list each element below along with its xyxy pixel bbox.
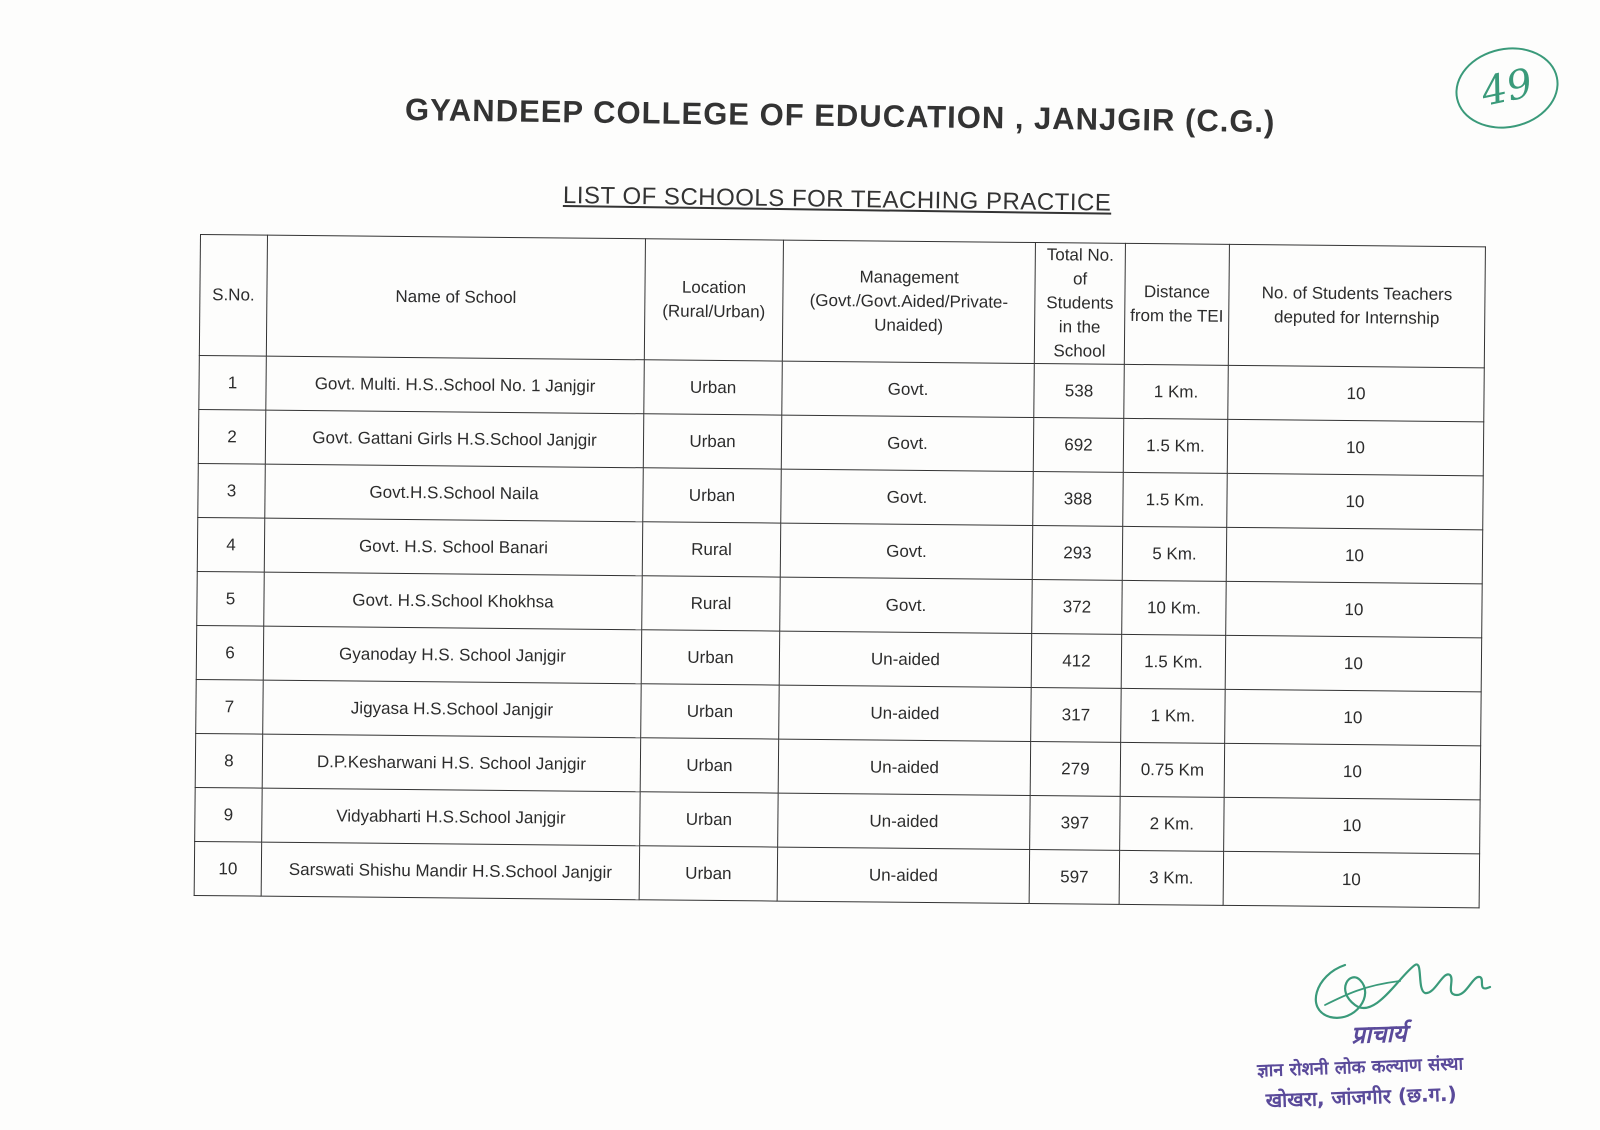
cell-location: Urban (641, 684, 780, 739)
cell-management: Un-aided (778, 739, 1031, 795)
table-body (194, 355, 1484, 907)
cell-total-students: 538 (1034, 364, 1125, 419)
cell-location: Urban (639, 846, 778, 901)
cell-management: Un-aided (779, 685, 1032, 741)
cell-deputed: 10 (1225, 689, 1482, 745)
cell-management: Govt. (781, 415, 1034, 471)
cell-total-students: 317 (1031, 687, 1122, 742)
cell-distance: 1 Km. (1124, 364, 1229, 419)
stamp-place: खोखरा, जांजगीर (छ.ग.) (1265, 1081, 1458, 1113)
cell-sno: 10 (194, 841, 262, 896)
cell-location: Urban (641, 630, 780, 685)
cell-total-students: 397 (1030, 795, 1121, 850)
cell-school-name: D.P.Kesharwani H.S. School Janjgir (262, 734, 641, 792)
cell-sno: 5 (197, 571, 265, 626)
stamp-role: प्राचार्य (1350, 1019, 1408, 1050)
college-title: GYANDEEP COLLEGE OF EDUCATION , JANJGIR (C.G.) (404, 92, 1276, 140)
cell-total-students: 597 (1029, 849, 1120, 904)
cell-deputed: 10 (1226, 527, 1483, 583)
cell-sno: 3 (198, 463, 266, 518)
table-header-row (199, 235, 1485, 368)
schools-table-wrapper (194, 234, 1485, 908)
cell-sno: 2 (198, 409, 266, 464)
cell-management: Un-aided (777, 847, 1030, 903)
cell-school-name: Sarswati Shishu Mandir H.S.School Janjgir (261, 842, 640, 900)
cell-distance: 1 Km. (1121, 688, 1226, 743)
cell-management: Govt. (782, 361, 1035, 417)
column-header: No. of Students Teachers deputed for Internship (1228, 244, 1485, 367)
cell-distance: 5 Km. (1122, 526, 1227, 581)
cell-location: Urban (643, 414, 782, 469)
cell-distance: 1.5 Km. (1121, 634, 1226, 689)
column-header: S.No. (199, 235, 267, 357)
stamp-organization: ज्ञान रोशनी लोक कल्याण संस्था (1256, 1053, 1464, 1082)
cell-school-name: Jigyasa H.S.School Janjgir (263, 680, 642, 738)
cell-location: Urban (640, 792, 779, 847)
cell-school-name: Vidyabharti H.S.School Janjgir (262, 788, 641, 846)
cell-total-students: 388 (1033, 472, 1124, 527)
cell-management: Govt. (780, 523, 1033, 579)
cell-location: Rural (642, 522, 781, 577)
cell-total-students: 279 (1030, 741, 1121, 796)
cell-management: Govt. (781, 469, 1034, 525)
cell-distance: 1.5 Km. (1123, 418, 1228, 473)
cell-location: Urban (640, 738, 779, 793)
cell-distance: 1.5 Km. (1123, 472, 1228, 527)
cell-distance: 10 Km. (1122, 580, 1227, 635)
column-header: Name of School (266, 235, 645, 360)
cell-total-students: 293 (1032, 526, 1123, 581)
page-number: 49 (1448, 38, 1566, 138)
cell-sno: 6 (196, 625, 264, 680)
schools-table (194, 234, 1486, 908)
cell-total-students: 692 (1033, 418, 1124, 473)
column-header: Distance from the TEI (1124, 243, 1229, 365)
cell-location: Rural (642, 576, 781, 631)
cell-management: Govt. (780, 577, 1033, 633)
cell-deputed: 10 (1227, 473, 1484, 529)
cell-deputed: 10 (1224, 797, 1481, 853)
cell-deputed: 10 (1224, 743, 1481, 799)
cell-location: Urban (643, 468, 782, 523)
signature-image (1305, 935, 1495, 1025)
cell-sno: 4 (197, 517, 265, 572)
column-header: Management (Govt./Govt.Aided/Private-Unaided) (782, 240, 1035, 363)
cell-sno: 1 (199, 355, 267, 410)
cell-sno: 9 (195, 787, 263, 842)
cell-location: Urban (644, 360, 783, 415)
column-header: Location (Rural/Urban) (644, 239, 783, 361)
cell-distance: 3 Km. (1119, 850, 1224, 905)
cell-deputed: 10 (1223, 851, 1480, 907)
office-stamp (1228, 1013, 1491, 1114)
table-row (194, 841, 1479, 907)
cell-total-students: 412 (1031, 634, 1122, 689)
cell-school-name: Govt. H.S. School Banari (264, 518, 643, 576)
list-title: LIST OF SCHOOLS FOR TEACHING PRACTICE (562, 182, 1112, 217)
cell-school-name: Govt. Multi. H.S..School No. 1 Janjgir (266, 356, 645, 414)
cell-deputed: 10 (1227, 419, 1484, 475)
cell-management: Un-aided (779, 631, 1032, 687)
cell-deputed: 10 (1226, 581, 1483, 637)
cell-management: Un-aided (778, 793, 1031, 849)
cell-school-name: Gyanoday H.S. School Janjgir (263, 626, 642, 684)
cell-school-name: Govt.H.S.School Naila (265, 464, 644, 522)
cell-deputed: 10 (1228, 365, 1485, 421)
cell-deputed: 10 (1225, 635, 1482, 691)
cell-total-students: 372 (1032, 580, 1123, 635)
cell-distance: 2 Km. (1120, 796, 1225, 851)
cell-distance: 0.75 Km (1120, 742, 1225, 797)
cell-school-name: Govt. Gattani Girls H.S.School Janjgir (265, 410, 644, 468)
cell-sno: 7 (196, 679, 264, 734)
cell-sno: 8 (195, 733, 263, 788)
cell-school-name: Govt. H.S.School Khokhsa (264, 572, 643, 630)
column-header: Total No. of Students in the School (1034, 243, 1125, 365)
